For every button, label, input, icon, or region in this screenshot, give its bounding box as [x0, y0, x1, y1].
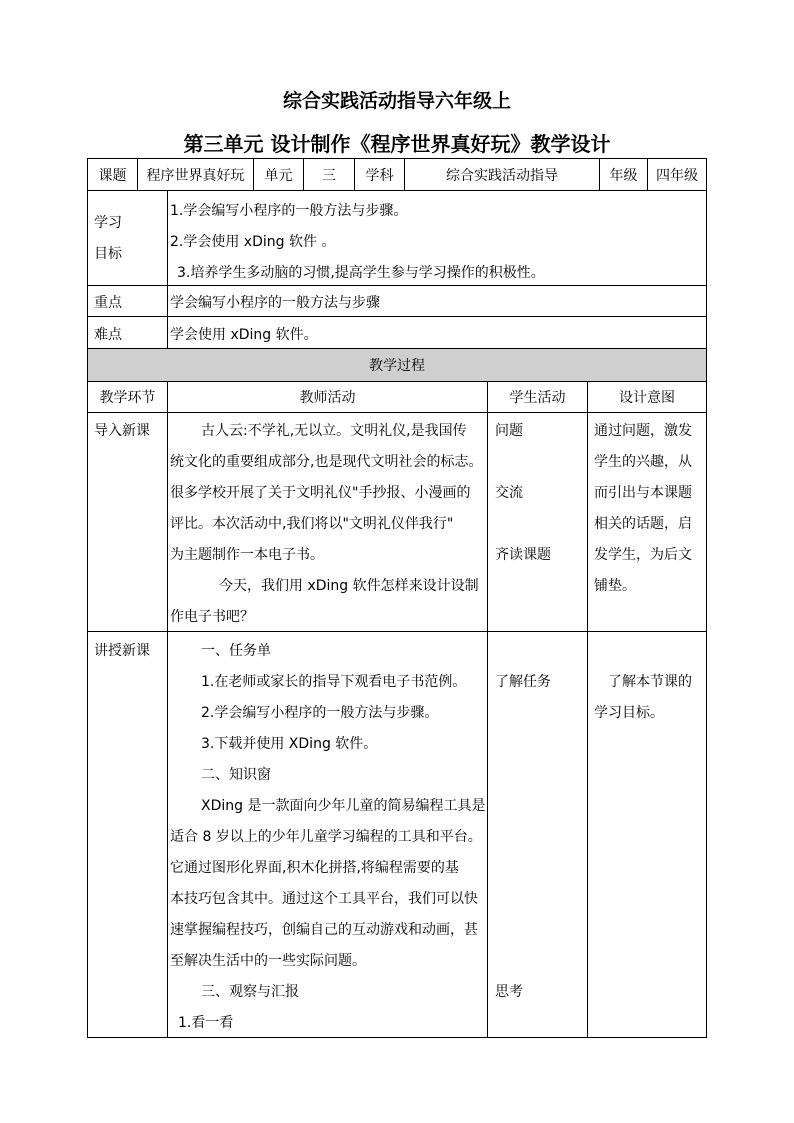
subject-value: 综合实践活动指导	[405, 158, 600, 191]
objective-item: 1.学会编写小程序的一般方法与步骤。	[170, 203, 408, 219]
intent-line: 发学生，为后文	[594, 547, 692, 563]
difficulty-label: 难点	[94, 327, 122, 343]
column-header-stage: 教学环节	[87, 382, 168, 413]
teacher-text-line: 速掌握编程技巧，创编自己的互动游戏和动画，甚	[170, 922, 478, 938]
lesson-plan-table	[87, 158, 707, 1038]
teacher-text-line: 它通过图形化界面,积木化拼搭,将编程需要的基	[170, 860, 459, 876]
intro-teacher-cell	[168, 413, 488, 632]
intent-line: 了解本节课的	[608, 674, 692, 690]
intent-line: 铺垫。	[594, 578, 636, 594]
intro-student-cell	[488, 413, 588, 632]
student-activity: 交流	[495, 485, 523, 501]
intent-line: 学习目标。	[594, 705, 664, 721]
teacher-text-line: 今天，我们用 xDing 软件怎样来设计设制	[219, 578, 479, 594]
lesson-label: 课题	[87, 158, 138, 191]
teacher-text-line: 古人云:不学礼,无以立。文明礼仪,是我国传	[201, 423, 467, 439]
key-point-label-cell	[87, 286, 168, 317]
teacher-text-line: 适合 8 岁以上的少年儿童学习编程的工具和平台。	[170, 829, 482, 845]
teacher-text-line: 统文化的重要组成部分,也是现代文明社会的标志。	[170, 454, 483, 470]
grade-label: 年级	[600, 158, 648, 191]
teacher-text-line: 3.下载并使用 XDing 软件。	[201, 736, 378, 752]
column-header-intent: 设计意图	[588, 382, 707, 413]
teacher-text-line: XDing 是一款面向少年儿童的简易编程工具是	[201, 798, 486, 814]
key-point-cell	[168, 286, 707, 317]
student-activity: 思考	[495, 984, 523, 1000]
intent-line: 而引出与本课题	[594, 485, 692, 501]
process-heading: 教学过程	[87, 349, 707, 382]
objectives-label-line1: 学习	[94, 215, 122, 231]
difficulty-cell	[168, 317, 707, 349]
intent-line: 学生的兴趣，从	[594, 454, 692, 470]
student-activity: 齐读课题	[495, 547, 551, 563]
lesson-value: 程序世界真好玩	[138, 158, 254, 191]
key-point-label: 重点	[94, 295, 122, 311]
newlesson-stage-cell	[87, 632, 168, 1038]
teacher-text-line: 1.在老师或家长的指导下观看电子书范例。	[201, 674, 467, 690]
teacher-text-line: 2.学会编写小程序的一般方法与步骤。	[201, 705, 439, 721]
teacher-text-line: 作电子书吧？	[170, 609, 254, 625]
intent-line: 通过问题，激发	[594, 423, 692, 439]
intro-stage-cell	[87, 413, 168, 632]
teacher-text-line: 1.看一看	[178, 1015, 234, 1031]
key-point-value: 学会编写小程序的一般方法与步骤	[170, 295, 380, 311]
difficulty-label-cell	[87, 317, 168, 349]
unit-value: 三	[304, 158, 355, 191]
column-header-student: 学生活动	[488, 382, 588, 413]
teacher-text-line: 本技巧包含其中。通过这个工具平台，我们可以快	[170, 891, 478, 907]
newlesson-teacher-cell	[168, 632, 488, 1038]
document-title: 综合实践活动指导六年级上	[282, 90, 511, 112]
lesson-plan-title: 第三单元 设计制作《程序世界真好玩》教学设计	[183, 132, 611, 156]
teacher-text-line: 为主题制作一本电子书。	[170, 547, 324, 563]
intro-stage-label: 导入新课	[94, 423, 150, 439]
student-activity: 了解任务	[495, 674, 551, 690]
objective-item: 3.培养学生多动脑的习惯,提高学生参与学习操作的积极性。	[177, 265, 545, 281]
objectives-cell	[168, 191, 707, 286]
subject-label: 学科	[355, 158, 405, 191]
objective-item: 2.学会使用 xDing 软件 。	[170, 234, 336, 250]
teacher-text-line: 三、观察与汇报	[201, 984, 299, 1000]
column-header-teacher: 教师活动	[168, 382, 488, 413]
student-activity: 问题	[495, 423, 523, 439]
intro-intent-cell	[588, 413, 707, 632]
intent-line: 相关的话题，启	[594, 516, 692, 532]
teacher-text-line: 一、任务单	[201, 643, 271, 659]
teacher-text-line: 很多学校开展了关于文明礼仪"手抄报、小漫画的	[170, 485, 471, 501]
newlesson-intent-cell	[588, 632, 707, 1038]
objectives-label-line2: 目标	[94, 246, 122, 262]
teacher-text-line: 二、知识窗	[201, 767, 271, 783]
newlesson-stage-label: 讲授新课	[94, 643, 150, 659]
difficulty-value: 学会使用 xDing 软件。	[170, 327, 318, 343]
teacher-text-line: 至解决生活中的一些实际问题。	[170, 953, 366, 969]
unit-label: 单元	[254, 158, 304, 191]
objectives-label-cell	[87, 191, 168, 286]
grade-value: 四年级	[648, 158, 707, 191]
teacher-text-line: 评比。本次活动中,我们将以"文明礼仪伴我行"	[170, 516, 454, 532]
newlesson-student-cell	[488, 632, 588, 1038]
